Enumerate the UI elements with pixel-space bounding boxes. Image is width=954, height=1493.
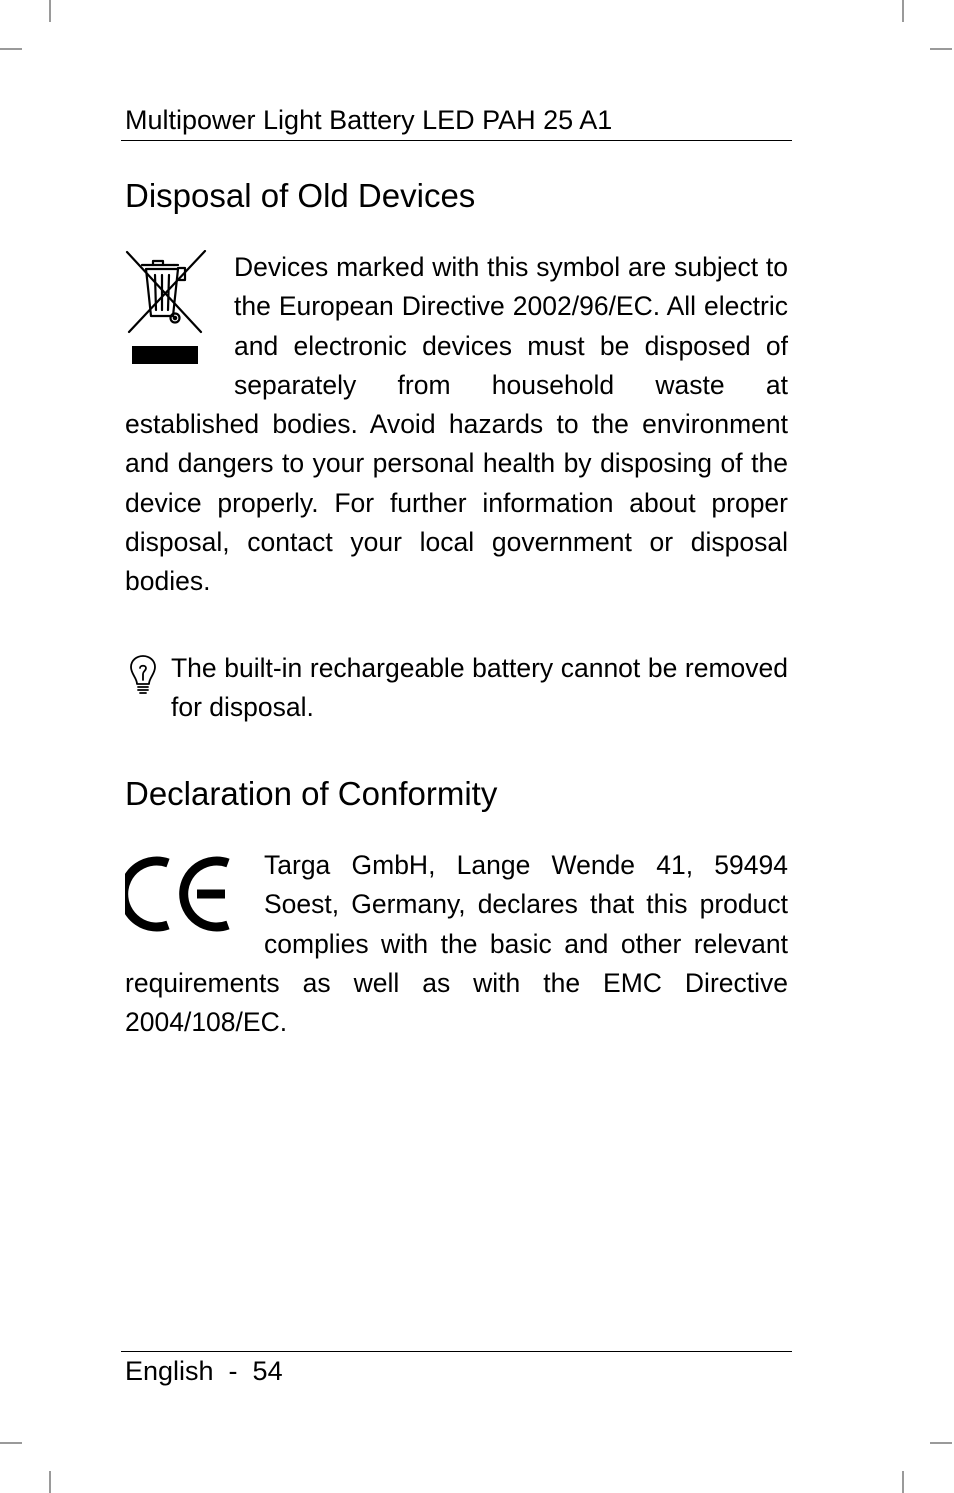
footer-rule: [121, 1351, 792, 1352]
crop-mark: [0, 1442, 22, 1444]
crop-mark: [0, 48, 22, 50]
disposal-body-text: Devices marked with this symbol are subject to the European Directive 2002/96/EC. All electric and electronic devices must be disposed of separately from household waste at established bodies. Avoid hazards to the environment and dangers to your personal health by disposing of the device properly. For further information about proper disposal, contact your local government or disposal bodies.: [125, 252, 788, 597]
crop-mark: [902, 0, 904, 22]
header-rule: [121, 140, 792, 141]
crop-mark: [49, 0, 51, 22]
tip-note: [125, 649, 788, 728]
disposal-heading: Disposal of Old Devices: [125, 177, 476, 214]
crop-mark: [49, 1471, 51, 1493]
conformity-paragraph: [125, 846, 788, 1042]
crop-mark: [930, 1442, 952, 1444]
conformity-body-text: Targa GmbH, Lange Wende 41, 59494 Soest, Germany, declares that this product complies with the basic and other relevant requirements as well as with the EMC Directive 2004/108/EC.: [125, 850, 788, 1038]
lightbulb-icon: [128, 654, 158, 696]
conformity-heading: Declaration of Conformity: [125, 775, 498, 812]
crop-mark: [930, 48, 952, 50]
crop-mark: [902, 1471, 904, 1493]
disposal-paragraph: [125, 248, 788, 602]
tip-text: The built-in rechargeable battery cannot be removed for disposal.: [171, 653, 788, 723]
page-footer-label: English - 54: [125, 1356, 283, 1386]
running-header-title: Multipower Light Battery LED PAH 25 A1: [125, 105, 613, 135]
ce-mark-icon: [125, 854, 235, 934]
crossed-out-wheelie-bin-icon: [125, 250, 207, 367]
